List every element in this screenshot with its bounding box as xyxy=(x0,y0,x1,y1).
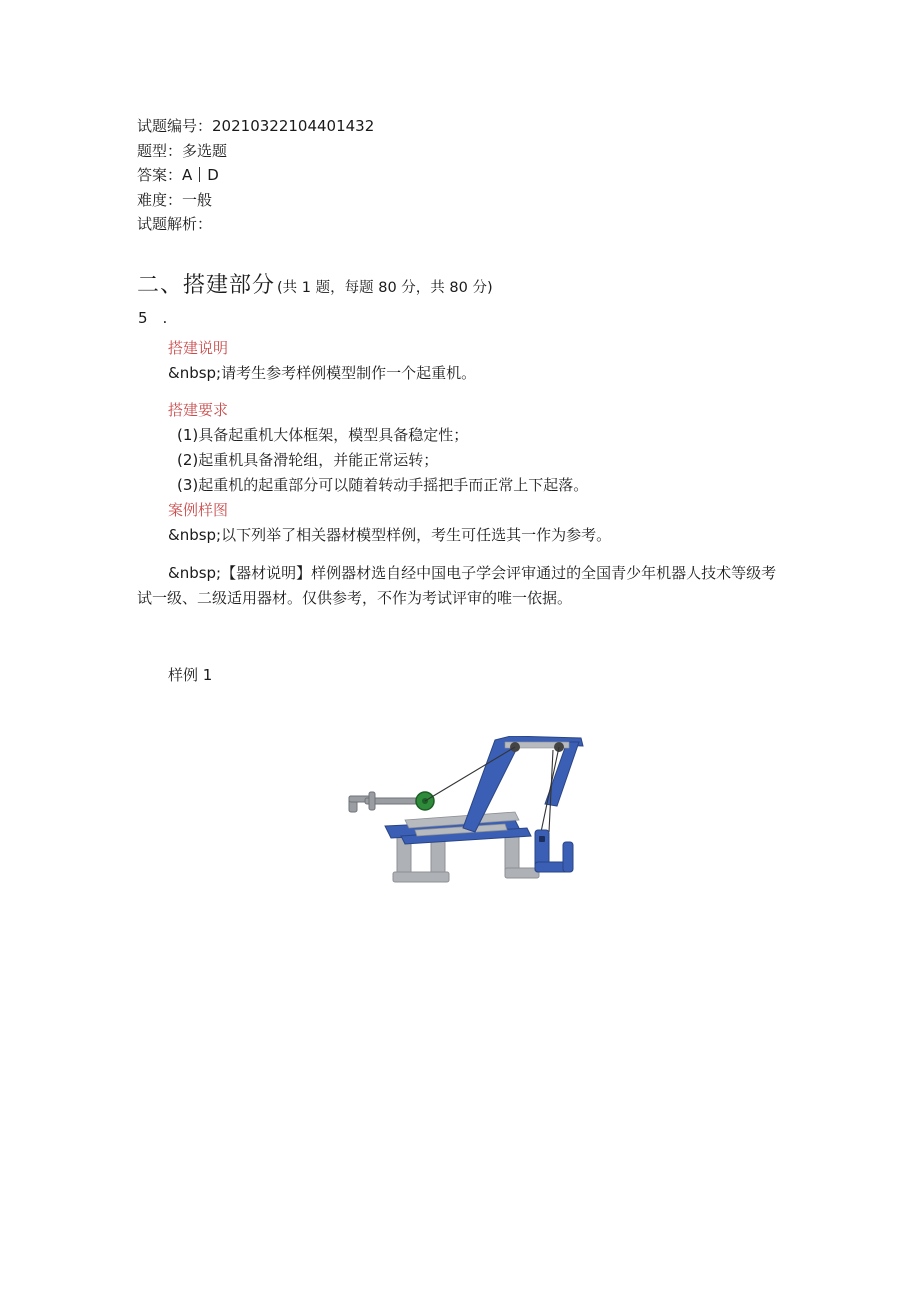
equipment-note-line: &nbsp;【器材说明】样例器材选自经中国电子学会评审通过的全国青少年机器人技术等级考 xyxy=(168,564,777,582)
answer-option-a: A xyxy=(182,166,193,184)
case-sample-text: &nbsp;以下列举了相关器材模型样例，考生可任选其一作为参考。 xyxy=(168,526,612,544)
crane-model-image xyxy=(345,736,585,896)
section-score-note: (共 1 题，每题 80 分，共 80 分) xyxy=(277,280,493,296)
difficulty-value: 一般 xyxy=(182,190,213,209)
question-meta xyxy=(137,114,374,237)
analysis-label: 试题解析： xyxy=(137,215,213,233)
question-id-value: 20210322104401432 xyxy=(212,117,375,135)
difficulty-row xyxy=(137,188,374,213)
requirement-item: (3)起重机的起重部分可以随着转动手摇把手而正常上下起落。 xyxy=(177,476,589,494)
equipment-note xyxy=(137,561,797,611)
section-heading xyxy=(137,268,493,299)
section-title: 二、搭建部分 xyxy=(137,273,276,298)
question-type-label: 题型： xyxy=(137,141,183,160)
question-type-value: 多选题 xyxy=(182,141,228,160)
analysis-row xyxy=(137,212,374,237)
build-description-heading: 搭建说明 xyxy=(168,339,229,357)
build-description-text: &nbsp;请考生参考样例模型制作一个起重机。 xyxy=(168,364,477,382)
question-number: 5 . xyxy=(138,309,168,327)
question-id-label: 试题编号： xyxy=(137,117,213,135)
answer-option-d: D xyxy=(207,166,219,184)
answer-row xyxy=(137,163,374,188)
requirement-item: (2)起重机具备滑轮组，并能正常运转； xyxy=(177,451,439,469)
sample-label: 样例 1 xyxy=(168,666,213,684)
question-type-row xyxy=(137,139,374,164)
question-body xyxy=(168,336,808,548)
build-requirements-heading: 搭建要求 xyxy=(168,401,229,419)
question-id-row xyxy=(137,114,374,139)
requirement-item: (1)具备起重机大体框架，模型具备稳定性； xyxy=(177,426,469,444)
equipment-note-line: 试一级、二级适用器材。仅供参考，不作为考试评审的唯一依据。 xyxy=(137,589,573,607)
case-sample-heading: 案例样图 xyxy=(168,501,229,519)
answer-separator xyxy=(199,167,200,182)
difficulty-label: 难度： xyxy=(137,190,183,209)
answer-label: 答案： xyxy=(137,166,183,184)
